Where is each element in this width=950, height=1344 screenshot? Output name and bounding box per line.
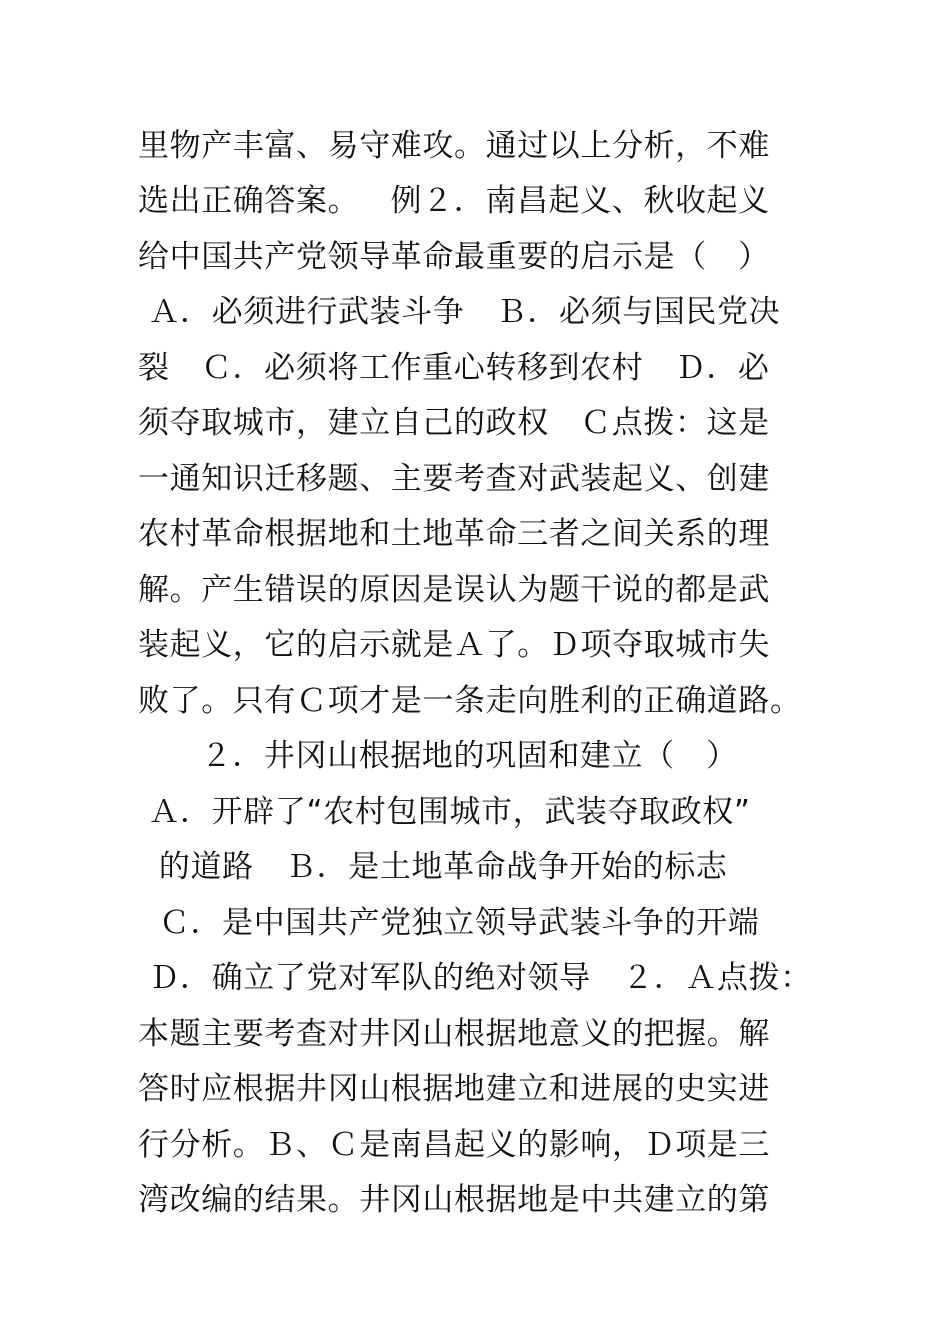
text-line: 须夺取城市，建立自己的政权 Ｃ点拨：这是 — [138, 405, 770, 441]
text-line: 裂 Ｃ．必须将工作重心转移到农村 Ｄ．必 — [138, 350, 770, 386]
text-line: 败了。只有Ｃ项才是一条走向胜利的正确道路。 — [138, 683, 802, 719]
text-line: 的道路 Ｂ．是土地革命战争开始的标志 — [138, 849, 728, 885]
text-line: 解。产生错误的原因是误认为题干说的都是武 — [138, 572, 770, 608]
text-line: 行分析。Ｂ、Ｃ是南昌起义的影响，Ｄ项是三 — [138, 1127, 770, 1163]
text-line: 湾改编的结果。井冈山根据地是中共建立的第 — [138, 1182, 770, 1218]
text-line: 里物产丰富、易守难攻。通过以上分析，不难 — [138, 128, 770, 164]
text-line: 选出正确答案。 例２．南昌起义、秋收起义 — [138, 183, 770, 219]
text-line: 装起义，它的启示就是Ａ了。Ｄ项夺取城市失 — [138, 627, 770, 663]
text-line: 答时应根据井冈山根据地建立和进展的史实进 — [138, 1071, 770, 1107]
text-line: Ａ．必须进行武装斗争 Ｂ．必须与国民党决 — [138, 294, 781, 330]
text-line: 农村革命根据地和土地革命三者之间关系的理 — [138, 516, 770, 552]
text-line: Ｄ．确立了党对军队的绝对领导 ２．Ａ点拨： — [138, 960, 812, 996]
text-line: 一通知识迁移题、主要考查对武装起义、创建 — [138, 461, 770, 497]
text-line: Ａ．开辟了“农村包围城市，武装夺取政权” — [138, 794, 751, 830]
text-line: Ｃ．是中国共产党独立领导武装斗争的开端 — [138, 905, 760, 941]
text-line: ２．井冈山根据地的巩固和建立（ ） — [138, 738, 738, 774]
text-line: 本题主要考查对井冈山根据地意义的把握。解 — [138, 1016, 770, 1052]
text-line: 给中国共产党领导革命最重要的启示是（ ） — [138, 239, 770, 275]
